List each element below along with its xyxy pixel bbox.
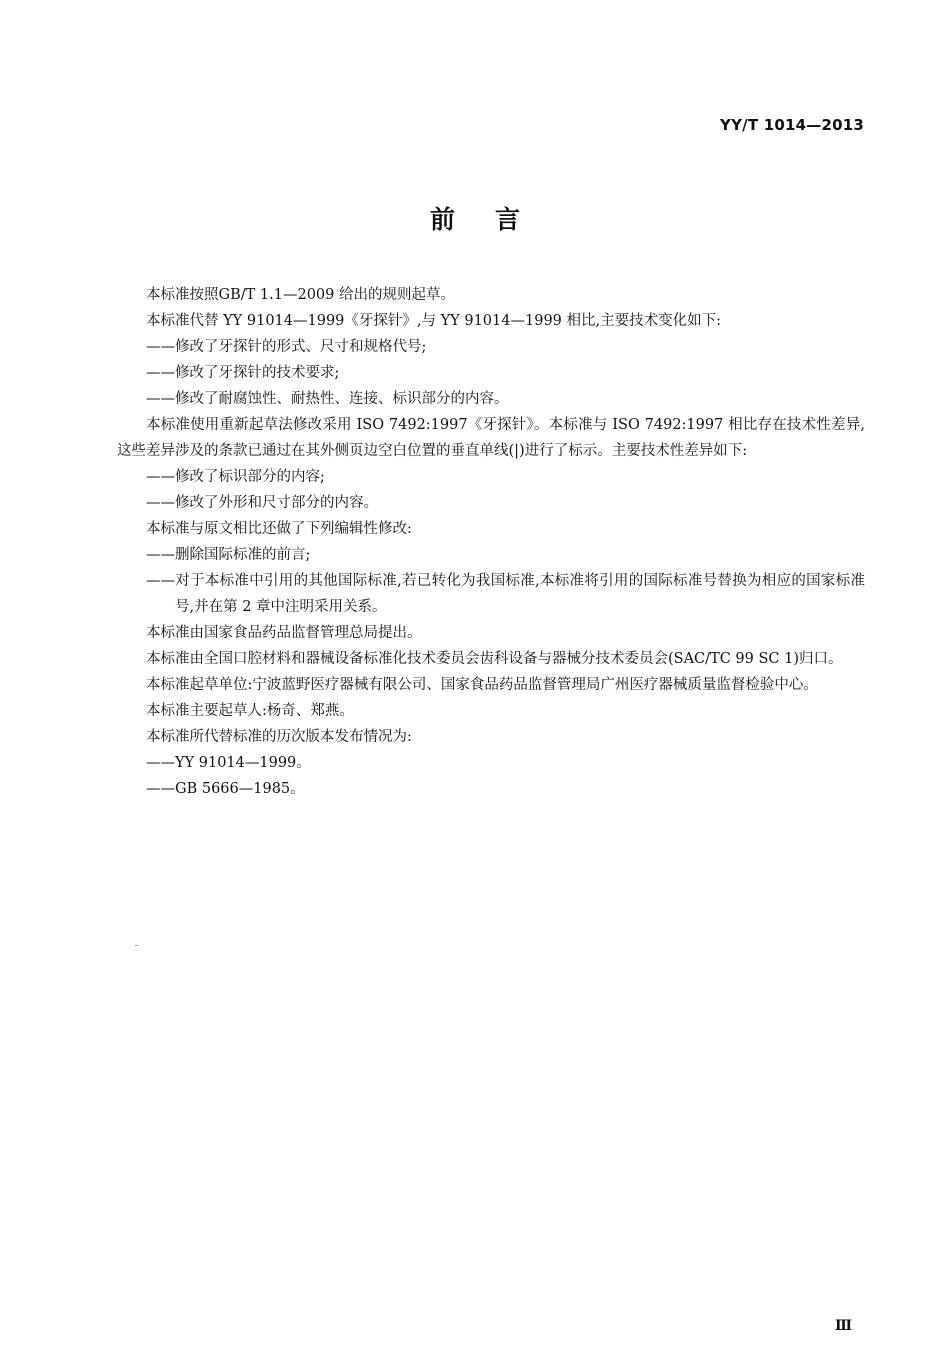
page-title: 前言 (429, 205, 560, 234)
list-item-change-form-size: ——修改了牙探针的形式、尺寸和规格代号; (146, 339, 427, 355)
paragraph-main-drafters: 本标准主要起草人:杨奇、郑燕。 (146, 703, 354, 719)
paragraph-under-jurisdiction: 本标准由全国口腔材料和器械设备标准化技术委员会齿科设备与器械分技术委员会(SAC/TC 99 SC 1)归口。 (146, 651, 843, 667)
list-item-change-corrosion-heat: ——修改了耐腐蚀性、耐热性、连接、标识部分的内容。 (146, 391, 509, 407)
scan-speck (135, 945, 138, 946)
page-number: Ⅲ (834, 1318, 852, 1334)
standard-code: YY/T 1014—2013 (720, 116, 864, 134)
paragraph-proposed-by: 本标准由国家食品药品监督管理总局提出。 (146, 625, 422, 641)
list-item-delete-foreword: ——删除国际标准的前言; (146, 547, 311, 563)
paragraph-drafting-units: 本标准起草单位:宁波蓝野医疗器械有限公司、国家食品药品监督管理局广州医疗器械质量监督检验中心。 (146, 677, 818, 693)
list-item-edition-yy: ——YY 91014—1999。 (146, 755, 311, 771)
paragraph-editorial-changes: 本标准与原文相比还做了下列编辑性修改: (146, 521, 412, 537)
list-item-diff-marking: ——修改了标识部分的内容; (146, 469, 325, 485)
list-item-edition-gb: ——GB 5666—1985。 (146, 781, 305, 797)
paragraph-drafting-rules: 本标准按照GB/T 1.1—2009 给出的规则起草。 (146, 287, 455, 303)
list-item-diff-shape-size: ——修改了外形和尺寸部分的内容。 (146, 495, 378, 511)
list-item-replace-references: ——对于本标准中引用的其他国际标准,若已转化为我国标准,本标准将引用的国际标准号替换为相应的国家标准号,并在第 2 章中注明采用关系。 (146, 573, 865, 615)
preface-body (117, 282, 865, 802)
paragraph-replaces-standard: 本标准代替 YY 91014—1999《牙探针》,与 YY 91014—1999 相比,主要技术变化如下: (146, 313, 721, 329)
paragraph-iso-adoption: 本标准使用重新起草法修改采用 ISO 7492:1997《牙探针》。本标准与 ISO 7492:1997 相比存在技术性差异,这些差异涉及的条款已通过在其外侧页边空白位置的垂直单线(|)进行了标示。主要技术性差异如下: (117, 417, 865, 459)
paragraph-previous-editions: 本标准所代替标准的历次版本发布情况为: (146, 729, 412, 745)
list-item-change-technical-requirements: ——修改了牙探针的技术要求; (146, 365, 340, 381)
